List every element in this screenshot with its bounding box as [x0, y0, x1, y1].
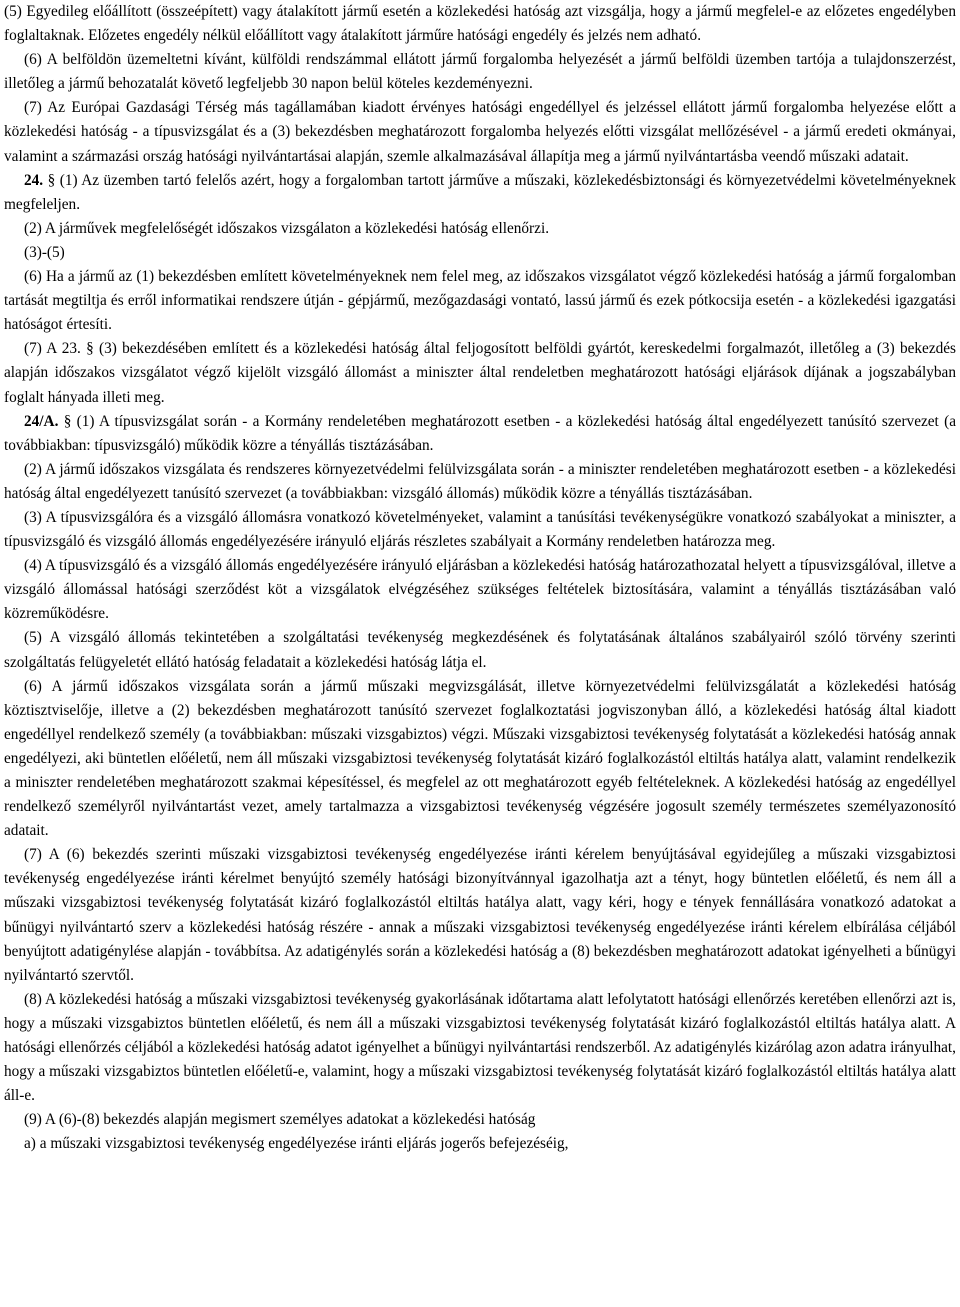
paragraph-24a-5: (5) A vizsgáló állomás tekintetében a szolgáltatási tevékenység megkezdésének és folytatásának általános szabályairól szóló törvény szerinti szolgáltatás felügyeletét ellátó hatóság feladatait a közlekedési hatóság látja el. — [4, 629, 956, 671]
paragraph-24a-1-text: § (1) A típusvizsgálat során - a Kormány rendeletében meghatározott esetben - a közlekedési hatóság által engedélyezett tanúsító szervezet (a továbbiakban: típusvizsgáló) működik közre a tényállás tisztázásában. — [4, 412, 956, 454]
paragraph-24a-1 — [4, 410, 956, 458]
paragraph-24-1 — [4, 169, 956, 217]
section-label-24: 24. — [24, 171, 44, 189]
paragraph-24a-4: (4) A típusvizsgáló és a vizsgáló állomás engedélyezésére irányuló eljárásban a közlekedési hatóság határozathozatal helyett a típusvizsgálóval, illetve a vizsgáló állomással hatósági szerződést köt a vizsgálatok elvégzéséhez szükséges feltételek biztosítására, valamint a tényállás tisztázásában való közreműködésre. — [4, 557, 956, 623]
document-page — [4, 0, 956, 1157]
paragraph-24-7: (7) A 23. § (3) bekezdésében említett és a közlekedési hatóság által feljogosított belföldi gyártót, kereskedelmi forgalmazót, illetőleg a (3) bekezdés alapján időszakos vizsgálatot végző kijelölt vizsgáló állomást a miniszter által rendeletben meghatározott hatósági eljárások díjának a jogszabályban foglalt hányada illeti meg. — [4, 340, 956, 406]
paragraph-24a-2: (2) A jármű időszakos vizsgálata és rendszeres környezetvédelmi felülvizsgálata során - a miniszter rendeletében meghatározott esetben - a közlekedési hatóság által engedélyezett tanúsító szervezet (a továbbiakban: vizsgáló állomás) működik közre a tényállás tisztázásában. — [4, 460, 956, 502]
paragraph-24a-7: (7) A (6) bekezdés szerinti műszaki vizsgabiztosi tevékenység engedélyezése iránti kérelem benyújtásával egyidejűleg a műszaki vizsgabiztosi tevékenység engedélyezése iránti kérelmet benyújtó személy hatósági bizonyítvánnyal igazolhatja azt a tényt, hogy büntetlen előéletű, és nem áll a műszaki vizsgabiztosi tevékenység folytatását kizáró foglalkozástól eltiltás hatálya alatt, vagy kéri, hogy e tények fennállására vonatkozó adatokat a bűnügyi nyilvántartó szerv a közlekedési hatóság részére - annak a műszaki vizsgabiztosi tevékenység engedélyezése iránti kérelem elbírálása céljából benyújtott adatigénylése alapján - továbbítsa. Az adatigénylés során a közlekedési hatóság a (8) bekezdésben meghatározott adatokat igényelheti a bűnügyi nyilvántartó szervtől. — [4, 846, 956, 984]
paragraph-24a-3: (3) A típusvizsgálóra és a vizsgáló állomásra vonatkozó követelményeket, valamint a tanúsítási tevékenységükre vonatkozó szabályokat a miniszter, a típusvizsgáló és vizsgáló állomás engedélyezésére irányuló eljárás részletes szabályait a Kormány rendeletben határozza meg. — [4, 508, 956, 551]
section-label-24a: 24/A. — [24, 412, 59, 430]
paragraph-24a-9a: a) a műszaki vizsgabiztosi tevékenység engedélyezése iránti eljárás jogerős befejezéséig, — [24, 1135, 569, 1153]
paragraph-24a-6: (6) A jármű időszakos vizsgálata során a jármű műszaki megvizsgálását, illetve környezetvédelmi felülvizsgálatát a közlekedési hatóság köztisztviselője, illetve a (2) bekezdésben meghatározott tanúsító szervezet foglalkoztatási jogviszonyban álló, a közlekedési hatóság által kiadott engedéllyel rendelkező személy (a továbbiakban: műszaki vizsgabiztos) végzi. Műszaki vizsgabiztosi tevékenység folytatását a közlekedési hatóság annak engedélyezi, aki büntetlen előéletű, nem áll műszaki vizsgabiztosi tevékenység folytatását kizáró foglalkozástól eltiltás hatálya alatt, valamint rendelkezik a miniszter rendeletében meghatározott szakmai képesítéssel, és megfelel az ott meghatározott egyéb feltételeknek. A közlekedési hatóság az engedéllyel rendelkező személyről nyilvántartást vezet, amely tartalmazza a vizsgabiztosi tevékenység végzésére jogosult személy természetes személyazonosító adatait. — [4, 677, 956, 840]
paragraph-24-1-text: § (1) Az üzemben tartó felelős azért, hogy a forgalomban tartott járműve a műszaki, közlekedésbiztonsági és környezetvédelmi követelményeknek megfeleljen. — [4, 171, 956, 213]
paragraph-23-5: (5) Egyedileg előállított (összeépített) vagy átalakított jármű esetén a közlekedési hatóság azt vizsgálja, hogy a jármű megfelel-e az előzetes engedélyben foglaltaknak. Előzetes engedély nélkül előállított vagy átalakított járműre hatósági engedély és jelzés nem adható. — [4, 3, 956, 45]
paragraph-23-7: (7) Az Európai Gazdasági Térség más tagállamában kiadott érvényes hatósági engedéllyel és jelzéssel ellátott jármű forgalomba helyezése előtt a közlekedési hatóság - a típusvizsgálat és a (3) bekezdésben meghatározott forgalomba helyezés előtti vizsgálat mellőzésével - a jármű eredeti okmányai, valamint a származási ország hatósági nyilvántartásai alapján, szemle alkalmazásával állapítja meg a jármű nyilvántartásba veendő műszaki adatait. — [4, 99, 956, 165]
paragraph-24-6: (6) Ha a jármű az (1) bekezdésben említett követelményeknek nem felel meg, az időszakos vizsgálatot végző közlekedési hatóság a jármű forgalomban tartását megtiltja és erről informatikai rendszere útján - gépjármű, mezőgazdasági vontató, lassú jármű és ezek pótkocsija esetén - a közlekedési igazgatási hatóságot értesíti. — [4, 268, 956, 334]
paragraph-24a-8: (8) A közlekedési hatóság a műszaki vizsgabiztosi tevékenység gyakorlásának időtartama alatt lefolytatott hatósági ellenőrzés keretében ellenőrzi azt is, hogy a műszaki vizsgabiztos büntetlen előéletű, és nem áll a műszaki vizsgabiztosi tevékenység folytatását kizáró foglalkozástól eltiltás hatálya alatt. A hatósági ellenőrzés céljából a közlekedési hatóság adatot igényelhet a bűnügyi nyilvántartási rendszerből. Az adatigénylés kizárólag azon adatra irányulhat, hogy a műszaki vizsgabiztos büntetlen előéletű-e, valamint, hogy a műszaki vizsgabiztosi tevékenység folytatását kizáró foglalkozástól eltiltás hatálya alatt áll-e. — [4, 990, 956, 1105]
paragraph-24a-9: (9) A (6)-(8) bekezdés alapján megismert személyes adatokat a közlekedési hatóság — [24, 1111, 536, 1129]
paragraph-23-6: (6) A belföldön üzemeltetni kívánt, külföldi rendszámmal ellátott jármű forgalomba helyezését a jármű belföldi üzemben tartója a tulajdonszerzést, illetőleg a jármű behozatalát követő legfeljebb 30 napon belül köteles kezdeményezni. — [4, 51, 956, 93]
paragraph-24-2: (2) A járművek megfelelőségét időszakos vizsgálaton a közlekedési hatóság ellenőrzi. — [24, 219, 550, 237]
paragraph-24-3-5: (3)-(5) — [24, 243, 65, 261]
